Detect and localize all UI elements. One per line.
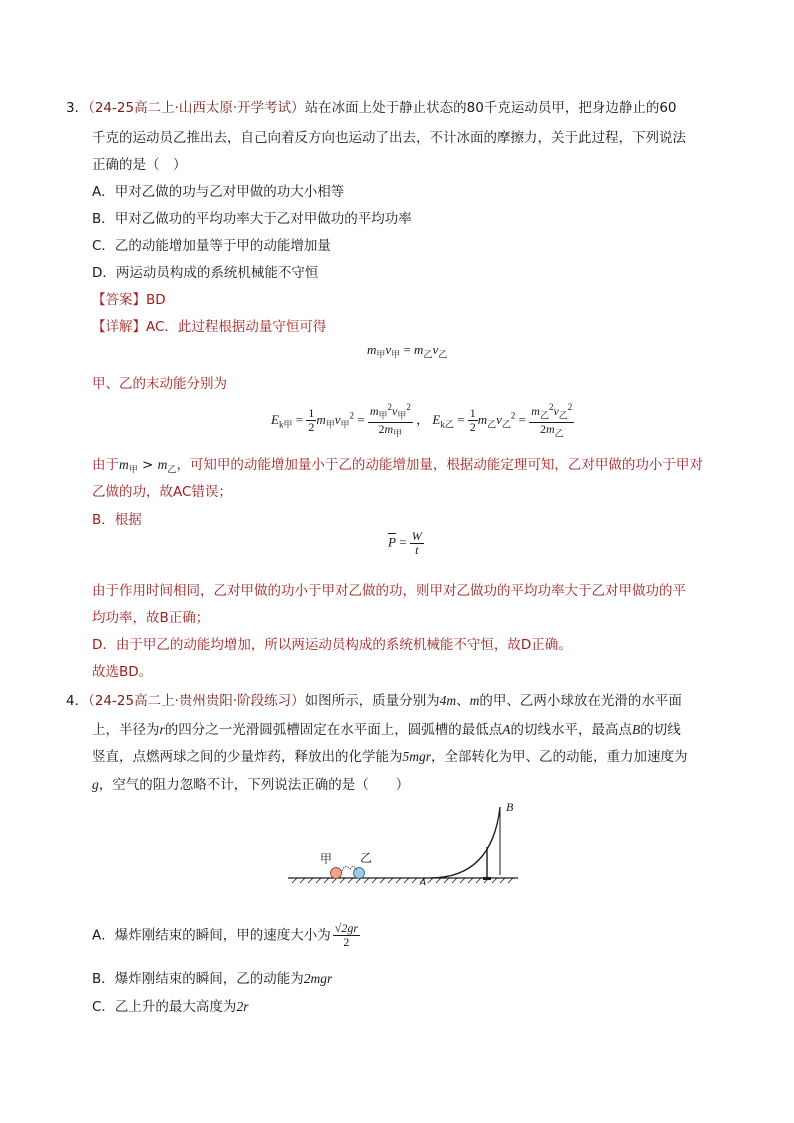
q4-option-c-text: C．乙上升的最大高度为: [92, 999, 237, 1015]
q4-stem-l3b: ，全部转化为甲、乙的动能，重力加速度为: [431, 749, 688, 765]
q4-option-c: [92, 995, 248, 1015]
inequality-math: $m_甲 > m_乙$: [119, 457, 177, 476]
q3-stem-l2: 千克的运动员乙推出去，自己向着反方向也运动了出去，不计冰面的摩擦力，关于此过程，下列说法: [92, 130, 686, 146]
q4-line3: [92, 745, 688, 765]
q4-line1: [66, 689, 682, 709]
q3-option-c: C．乙的动能增加量等于甲的动能增加量: [92, 238, 331, 254]
q3-detail-l3: [92, 453, 703, 476]
q3-option-d: D．两运动员构成的系统机械能不守恒: [92, 265, 319, 281]
q3-detail-l2: 甲、乙的末动能分别为: [92, 376, 227, 392]
q3-detail-l4: 乙做的功，故AC错误；: [92, 484, 232, 500]
detail-text: AC．此过程根据动量守恒可得: [146, 319, 327, 335]
gravity-g: g: [92, 777, 99, 792]
label-jia: 甲: [320, 852, 333, 866]
q3-line1: [66, 96, 677, 116]
q4-option-c-math: 2r: [236, 999, 249, 1014]
q4-stem-l3a: 竖直，点燃两球之间的少量炸药，释放出的化学能为: [92, 749, 403, 765]
q3-answer: [92, 288, 166, 308]
q4-stem-l1a: 如图所示，质量分别为: [304, 693, 440, 709]
point-a: A: [502, 722, 511, 737]
ball-yi: [354, 868, 365, 879]
q3-detail-l5: B．根据: [92, 512, 142, 528]
detail-tag: 【详解】: [92, 319, 146, 335]
q3-detail-l7: 均功率，故B正确；: [92, 610, 210, 626]
q4-option-b-math: 2mgr: [303, 971, 333, 986]
q3-detail-l8: D．由于甲乙的动能均增加，所以两运动员构成的系统机械能不守恒，故D正确。: [92, 637, 572, 653]
q3-stem-l1: 站在冰面上处于静止状态的80千克运动员甲，把身边静止的60: [304, 100, 677, 116]
detail-l3-suffix: ，可知甲的动能增加量小于乙的动能增加量，根据动能定理可知，乙对甲做的功小于甲对: [176, 457, 703, 473]
ball-jia: [331, 868, 342, 879]
label-a: A: [419, 875, 427, 885]
q4-stem-l2c: 的切线水平，最高点: [510, 722, 633, 738]
q4-option-b-text: B．爆炸刚结束的瞬间，乙的动能为: [92, 971, 304, 987]
q4-stem-l1c: 的甲、乙两小球放在光滑的水平面: [479, 693, 682, 709]
q3-stem-l3: 正确的是（ ）: [92, 157, 187, 173]
fraction-num: √2gr: [334, 921, 359, 935]
answer-tag: 【答案】: [92, 292, 146, 308]
q4-option-a-text: A．爆炸刚结束的瞬间，甲的速度大小为: [92, 927, 331, 944]
point-b: B: [632, 722, 641, 737]
mass-m: m: [469, 693, 480, 708]
q4-stem-l2b: 的四分之一光滑圆弧槽固定在水平面上，圆弧槽的最低点: [164, 722, 503, 738]
q4-stem-l1b: 、: [456, 693, 470, 709]
energy-5mgr: 5mgr: [402, 749, 432, 764]
q4-option-a: [92, 922, 360, 949]
mass-4m: 4m: [439, 693, 457, 708]
q4-stem-l4: ，空气的阻力忽略不计，下列说法正确的是（ ）: [98, 777, 410, 793]
label-yi: 乙: [360, 851, 373, 865]
q4-stem-l2d: 的切线: [640, 722, 681, 738]
answer-value: BD: [146, 292, 166, 308]
q4-number: 4．: [66, 693, 89, 709]
q3-source: （24-25高二上·山西太原·开学考试）: [88, 100, 305, 116]
q3-detail-l9: 故选BD。: [92, 664, 153, 680]
q4-stem-l2a: 上，半径为: [92, 722, 160, 738]
arc-groove: [430, 807, 500, 878]
q4-line4: [92, 773, 409, 793]
equation-kinetic-energy: $E_{k甲}$ = $\frac{1}{2}$ $m_甲v_甲^2$ = $\frac{m_甲^2v_甲^2}{2m_甲}$ ， $E_{k乙}$ = $\frac{1}{2}$ $m_乙v_乙^2$ = $\frac{m_乙^2v_乙^2}{2m_乙}$: [271, 402, 573, 439]
q4-source: （24-25高二上·贵州贵阳·阶段练习）: [88, 693, 305, 709]
q4-figure: [280, 795, 530, 885]
support-base: [483, 877, 491, 880]
detail-l3-prefix: 由于: [92, 457, 119, 473]
q4-option-b: [92, 967, 332, 987]
q4-line2: [92, 718, 681, 738]
q3-option-a: A．甲对乙做的功与乙对甲做的功大小相等: [92, 184, 345, 200]
radius-r: r: [159, 722, 165, 737]
q3-detail-l6: 由于作用时间相同，乙对甲做的功小于甲对乙做的功，则甲对乙做功的平均功率大于乙对甲做功的平: [92, 583, 686, 599]
fraction-den: 2: [343, 935, 350, 949]
q3-option-b: B．甲对乙做功的平均功率大于乙对甲做功的平均功率: [92, 211, 412, 227]
q3-number: 3．: [66, 100, 89, 116]
label-b: B: [506, 800, 514, 814]
q3-detail-l1: [92, 315, 326, 335]
ground-hatching: [292, 878, 513, 883]
equation-momentum: $m_甲v_甲 = m_乙v_乙$: [367, 342, 448, 360]
equation-power: $\overline{P}$ = $\frac{W}{t}$: [388, 529, 422, 557]
fraction-sqrt-2gr-over-2: [333, 922, 360, 949]
